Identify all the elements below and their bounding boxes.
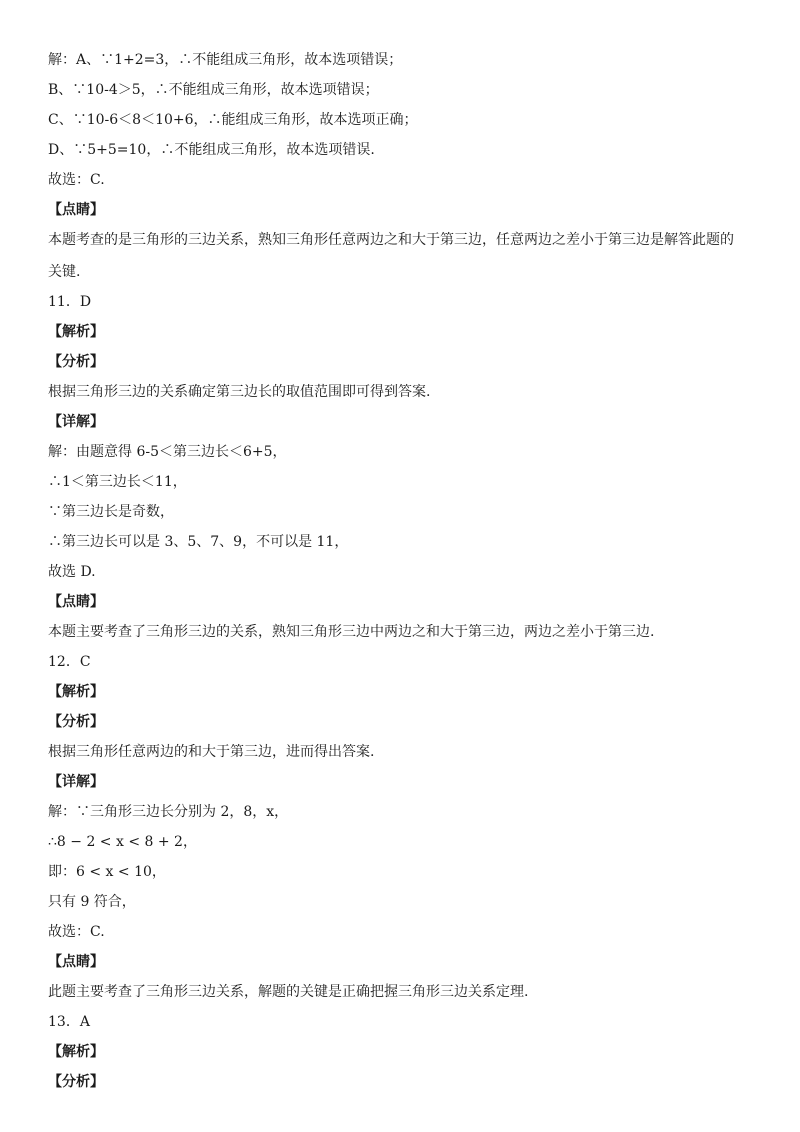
text-line: 12．C [48, 654, 91, 670]
text-line: 本题主要考查了三角形三边的关系，熟知三角形三边中两边之和大于第三边，两边之差小于第三边. [48, 624, 655, 640]
section-heading: 【分析】 [48, 714, 104, 730]
section-heading: 【解析】 [48, 324, 104, 340]
text-line: C、∵10-6＜8＜10+6，∴能组成三角形，故本选项正确； [48, 112, 418, 128]
section-heading: 【点睛】 [48, 954, 104, 970]
text-line: ∴8 − 2 < x < 8 + 2， [48, 834, 197, 850]
text-line: 解：由题意得 6-5＜第三边长＜6+5， [48, 444, 287, 460]
text-line: ∴第三边长可以是 3、5、7、9，不可以是 11， [48, 534, 349, 550]
section-heading: 【解析】 [48, 684, 104, 700]
text-line: ∵第三边长是奇数， [48, 504, 174, 520]
text-line: ∴1＜第三边长＜11， [48, 474, 187, 490]
text-line: 此题主要考查了三角形三边关系，解题的关键是正确把握三角形三边关系定理. [48, 984, 529, 1000]
text-line: B、∵10-4＞5，∴不能组成三角形，故本选项错误； [48, 82, 379, 98]
text-line: 本题考查的是三角形的三边关系，熟知三角形任意两边之和大于第三边，任意两边之差小于第三边是解答此题的 [48, 232, 734, 248]
text-line: 只有 9 符合， [48, 894, 136, 910]
section-heading: 【分析】 [48, 354, 104, 370]
section-heading: 【点睛】 [48, 594, 104, 610]
text-line: 13．A [48, 1014, 90, 1030]
section-heading: 【解析】 [48, 1044, 104, 1060]
text-line: 根据三角形任意两边的和大于第三边，进而得出答案. [48, 744, 375, 760]
section-heading: 【详解】 [48, 774, 104, 790]
text-line: 故选 D. [48, 564, 96, 580]
text-line: D、∵5+5=10，∴不能组成三角形，故本选项错误. [48, 142, 375, 158]
section-heading: 【分析】 [48, 1074, 104, 1090]
text-line: 解：A、∵1+2=3，∴不能组成三角形，故本选项错误； [48, 52, 403, 68]
text-line: 解：∵三角形三边长分别为 2，8，x， [48, 804, 289, 820]
text-line: 故选：C. [48, 924, 105, 940]
section-heading: 【详解】 [48, 414, 104, 430]
text-line: 故选：C. [48, 172, 105, 188]
section-heading: 【点睛】 [48, 202, 104, 218]
text-line: 11．D [48, 294, 92, 310]
text-line: 即：6 < x < 10， [48, 864, 166, 880]
text-line: 根据三角形三边的关系确定第三边长的取值范围即可得到答案. [48, 384, 431, 400]
text-line: 关键. [48, 264, 81, 280]
